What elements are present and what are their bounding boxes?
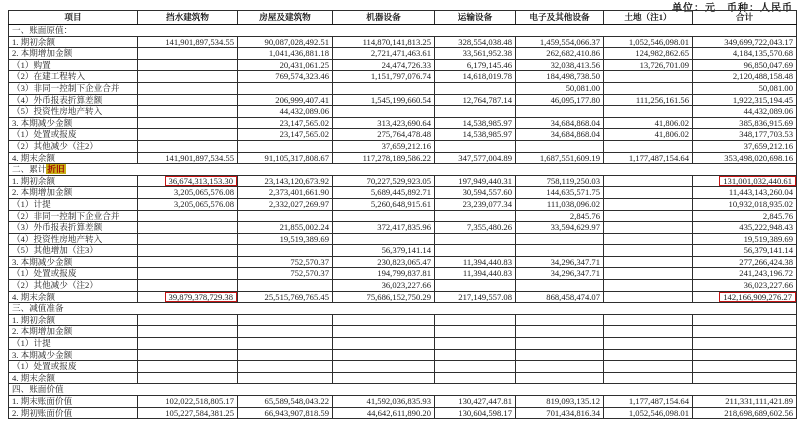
cell-value: 701,434,816.34: [516, 407, 604, 419]
cell-value: [435, 106, 516, 118]
table-row: [9, 36, 797, 48]
cell-value: [138, 140, 238, 152]
cell-value: [333, 338, 435, 350]
cell-value: [693, 175, 797, 187]
cell-value: [333, 210, 435, 222]
cell-value: 1,177,487,154.64: [604, 152, 693, 164]
cell-value: 37,659,212.16: [693, 140, 797, 152]
row-label: （3）外币报表折算差额: [9, 222, 138, 234]
cell-value: [435, 82, 516, 94]
cell-value: 37,659,212.16: [333, 140, 435, 152]
cell-value: [516, 361, 604, 373]
cell-value: 130,427,447.81: [435, 396, 516, 408]
cell-value: [435, 372, 516, 384]
row-label: （1）处置或报废: [9, 268, 138, 280]
cell-value: 218,698,689,602.56: [693, 407, 797, 419]
cell-value: 385,836,915.69: [693, 117, 797, 129]
cell-value: 758,119,250.03: [516, 175, 604, 187]
cell-value: [138, 349, 238, 361]
cell-value: 12,764,787.14: [435, 94, 516, 106]
cell-value: [138, 291, 238, 303]
cell-value: [693, 361, 797, 373]
cell-value: 75,686,152,750.29: [333, 291, 435, 303]
cell-value: 348,177,703.53: [693, 129, 797, 141]
unit-currency-line: 单位：元 币种：人民币: [672, 3, 793, 14]
cell-value: [604, 280, 693, 292]
cell-value: [138, 129, 238, 141]
cell-value: 11,394,440.83: [435, 256, 516, 268]
highlighted-term: 折旧: [47, 164, 65, 175]
cell-value: 34,684,868.04: [516, 129, 604, 141]
cell-value: 819,093,135.12: [516, 396, 604, 408]
cell-value: [516, 372, 604, 384]
cell-value: 10,932,018,935.02: [693, 198, 797, 210]
row-label: 3. 本期减少金额: [9, 117, 138, 129]
table-header: [9, 11, 797, 25]
cell-value: 23,147,565.02: [238, 129, 333, 141]
cell-value: 217,149,557.08: [435, 291, 516, 303]
cell-value: 23,239,077.34: [435, 198, 516, 210]
row-label: 3. 本期减少金额: [9, 256, 138, 268]
cell-value: [138, 48, 238, 60]
cell-value: 90,087,028,492.51: [238, 36, 333, 48]
cell-value: 13,726,701.09: [604, 59, 693, 71]
table-row: [9, 256, 797, 268]
column-header-0: 项目: [9, 11, 138, 25]
cell-value: [604, 140, 693, 152]
cell-value: [138, 280, 238, 292]
cell-value: 30,594,557.60: [435, 187, 516, 199]
red-box-annotation: 131,001,032,440.61: [719, 176, 796, 186]
cell-value: 19,519,389.69: [238, 233, 333, 245]
cell-value: [693, 372, 797, 384]
table-row: [9, 175, 797, 187]
cell-value: 24,474,726.33: [333, 59, 435, 71]
cell-value: [516, 349, 604, 361]
cell-value: 111,038,096.02: [516, 198, 604, 210]
cell-value: [435, 245, 516, 257]
cell-value: 41,806.02: [604, 129, 693, 141]
table-row: [9, 338, 797, 350]
cell-value: [138, 338, 238, 350]
row-label: （1）计提: [9, 338, 138, 350]
cell-value: [604, 187, 693, 199]
cell-value: 372,417,835.96: [333, 222, 435, 234]
row-label: （1）购置: [9, 59, 138, 71]
section-row: [9, 164, 797, 176]
cell-value: 2,721,471,463.61: [333, 48, 435, 60]
table-row: [9, 187, 797, 199]
cell-value: [138, 106, 238, 118]
cell-value: 66,943,907,818.59: [238, 407, 333, 419]
row-label: （2）其他减少（注2）: [9, 280, 138, 292]
column-header-7: 合计: [693, 11, 797, 25]
cell-value: 353,498,020,698.16: [693, 152, 797, 164]
cell-value: 50,081.00: [693, 82, 797, 94]
cell-value: 1,041,436,881.18: [238, 48, 333, 60]
row-label: 3. 本期减少金额: [9, 349, 138, 361]
table-row: [9, 140, 797, 152]
cell-value: 211,331,111,421.89: [693, 396, 797, 408]
cell-value: [516, 338, 604, 350]
cell-value: 56,379,141.14: [333, 245, 435, 257]
table-row: [9, 291, 797, 303]
cell-value: 44,642,611,890.20: [333, 407, 435, 419]
cell-value: 435,222,948.43: [693, 222, 797, 234]
cell-value: [138, 245, 238, 257]
cell-value: 96,850,047.69: [693, 59, 797, 71]
cell-value: [604, 106, 693, 118]
cell-value: 44,432,089.06: [238, 106, 333, 118]
cell-value: 11,443,143,260.04: [693, 187, 797, 199]
cell-value: 1,052,546,098.01: [604, 407, 693, 419]
cell-value: 41,806.02: [604, 117, 693, 129]
cell-value: [138, 326, 238, 338]
row-label: 4. 期末余额: [9, 372, 138, 384]
cell-value: 328,554,038.48: [435, 36, 516, 48]
cell-value: 5,260,648,915.61: [333, 198, 435, 210]
row-label: （1）计提: [9, 198, 138, 210]
row-label: 2. 本期增加金额: [9, 187, 138, 199]
cell-value: [333, 361, 435, 373]
row-label: （2）其他减少（注2）: [9, 140, 138, 152]
row-label: 1. 期初余额: [9, 175, 138, 187]
cell-value: [138, 117, 238, 129]
table-row: [9, 407, 797, 419]
table-row: [9, 349, 797, 361]
cell-value: 56,379,141.14: [693, 245, 797, 257]
cell-value: 91,105,317,808.67: [238, 152, 333, 164]
cell-value: 14,538,985.97: [435, 117, 516, 129]
table-row: [9, 210, 797, 222]
cell-value: 184,498,738.50: [516, 71, 604, 83]
row-label: （2）在建工程转入: [9, 71, 138, 83]
cell-value: [604, 82, 693, 94]
table-row: [9, 198, 797, 210]
cell-value: [693, 314, 797, 326]
cell-value: [604, 222, 693, 234]
cell-value: 769,574,323.46: [238, 71, 333, 83]
cell-value: 102,022,518,805.17: [138, 396, 238, 408]
table-row: [9, 152, 797, 164]
cell-value: [604, 233, 693, 245]
cell-value: [138, 268, 238, 280]
cell-value: 1,177,487,154.64: [604, 396, 693, 408]
cell-value: [693, 349, 797, 361]
cell-value: 275,764,478.48: [333, 129, 435, 141]
table-row: [9, 82, 797, 94]
cell-value: [604, 291, 693, 303]
cell-value: [693, 326, 797, 338]
cell-value: 19,519,389.69: [693, 233, 797, 245]
row-label: 4. 期末余额: [9, 291, 138, 303]
cell-value: [238, 314, 333, 326]
cell-value: 144,635,571.75: [516, 187, 604, 199]
cell-value: 34,296,347.71: [516, 256, 604, 268]
cell-value: [435, 361, 516, 373]
cell-value: [435, 349, 516, 361]
table-row: [9, 222, 797, 234]
cell-value: 65,589,548,043.22: [238, 396, 333, 408]
section-label: 四、账面价值: [9, 384, 797, 396]
cell-value: 117,278,189,586.22: [333, 152, 435, 164]
cell-value: 230,823,065.47: [333, 256, 435, 268]
cell-value: 2,332,027,269.97: [238, 198, 333, 210]
section-row: [9, 25, 797, 37]
cell-value: [516, 280, 604, 292]
cell-value: 241,243,196.72: [693, 268, 797, 280]
cell-value: 1,052,546,098.01: [604, 36, 693, 48]
row-label: （4）投资性房地产转入: [9, 233, 138, 245]
cell-value: [238, 140, 333, 152]
cell-value: [238, 349, 333, 361]
cell-value: [238, 372, 333, 384]
table-row: [9, 71, 797, 83]
cell-value: [238, 361, 333, 373]
cell-value: 3,205,065,576.08: [138, 198, 238, 210]
cell-value: 124,982,862.65: [604, 48, 693, 60]
cell-value: 23,147,565.02: [238, 117, 333, 129]
row-label: 2. 期初账面价值: [9, 407, 138, 419]
cell-value: 2,120,488,158.48: [693, 71, 797, 83]
cell-value: 194,799,837.81: [333, 268, 435, 280]
cell-value: [604, 268, 693, 280]
cell-value: [138, 94, 238, 106]
cell-value: 34,296,347.71: [516, 268, 604, 280]
column-header-1: 挡水建筑物: [138, 11, 238, 25]
cell-value: [693, 338, 797, 350]
cell-value: [435, 326, 516, 338]
row-label: （1）处置或报废: [9, 361, 138, 373]
cell-value: [604, 349, 693, 361]
cell-value: 2,373,401,661.90: [238, 187, 333, 199]
cell-value: [138, 82, 238, 94]
cell-value: [516, 106, 604, 118]
cell-value: [604, 256, 693, 268]
section-label: 一、账面原值：: [9, 25, 797, 37]
cell-value: 25,515,769,765.45: [238, 291, 333, 303]
cell-value: [333, 326, 435, 338]
cell-value: 46,095,177.80: [516, 94, 604, 106]
cell-value: [238, 210, 333, 222]
red-box-annotation: 39,879,378,729.38: [165, 292, 237, 302]
cell-value: [333, 82, 435, 94]
cell-value: 752,570.37: [238, 268, 333, 280]
cell-value: [604, 338, 693, 350]
cell-value: 21,855,002.24: [238, 222, 333, 234]
cell-value: [333, 106, 435, 118]
cell-value: 33,561,952.38: [435, 48, 516, 60]
cell-value: [333, 233, 435, 245]
cell-value: [435, 280, 516, 292]
cell-value: 11,394,440.83: [435, 268, 516, 280]
cell-value: [138, 233, 238, 245]
column-header-6: 土地（注1）: [604, 11, 693, 25]
cell-value: [516, 314, 604, 326]
cell-value: [138, 210, 238, 222]
cell-value: 197,949,440.31: [435, 175, 516, 187]
header-row: [9, 11, 797, 25]
cell-value: [238, 82, 333, 94]
cell-value: [604, 175, 693, 187]
table-body: [9, 25, 797, 419]
fixed-assets-table: [8, 10, 797, 419]
section-label: 三、减值准备: [9, 303, 797, 315]
section-row: [9, 303, 797, 315]
row-label: （3）非同一控制下企业合并: [9, 82, 138, 94]
table-row: [9, 94, 797, 106]
cell-value: 36,023,227.66: [693, 280, 797, 292]
cell-value: [435, 314, 516, 326]
column-header-5: 电子及其他设备: [516, 11, 604, 25]
row-label: （4）外币报表折算差额: [9, 94, 138, 106]
cell-value: 277,266,424.38: [693, 256, 797, 268]
cell-value: 111,256,161.56: [604, 94, 693, 106]
cell-value: [238, 326, 333, 338]
cell-value: [333, 314, 435, 326]
cell-value: [435, 140, 516, 152]
row-label: （5）投资性房地产转入: [9, 106, 138, 118]
table-row: [9, 117, 797, 129]
row-label: （1）处置或报废: [9, 129, 138, 141]
cell-value: 130,604,598.17: [435, 407, 516, 419]
cell-value: 141,901,897,534.55: [138, 152, 238, 164]
column-header-3: 机器设备: [333, 11, 435, 25]
cell-value: 1,459,554,066.37: [516, 36, 604, 48]
cell-value: 262,682,410.86: [516, 48, 604, 60]
table-row: [9, 106, 797, 118]
section-label: 二、累计折旧: [9, 164, 797, 176]
row-label: 1. 期初余额: [9, 36, 138, 48]
cell-value: 5,689,445,892.71: [333, 187, 435, 199]
table-row: [9, 396, 797, 408]
cell-value: 3,205,065,576.08: [138, 187, 238, 199]
cell-value: [138, 222, 238, 234]
row-label: 2. 本期增加金额: [9, 48, 138, 60]
cell-value: 141,901,897,534.55: [138, 36, 238, 48]
row-label: 1. 期初余额: [9, 314, 138, 326]
cell-value: [435, 210, 516, 222]
cell-value: 33,594,629.97: [516, 222, 604, 234]
cell-value: [138, 256, 238, 268]
cell-value: 206,999,407.41: [238, 94, 333, 106]
table-row: [9, 372, 797, 384]
cell-value: [435, 233, 516, 245]
cell-value: 36,023,227.66: [333, 280, 435, 292]
table-row: [9, 233, 797, 245]
table-row: [9, 361, 797, 373]
cell-value: [604, 361, 693, 373]
cell-value: 7,355,480.26: [435, 222, 516, 234]
cell-value: [238, 280, 333, 292]
section-row: [9, 384, 797, 396]
cell-value: 1,687,551,609.19: [516, 152, 604, 164]
row-label: 2. 本期增加金额: [9, 326, 138, 338]
cell-value: [604, 372, 693, 384]
cell-value: 1,151,797,076.74: [333, 71, 435, 83]
cell-value: 2,845.76: [693, 210, 797, 222]
cell-value: [333, 372, 435, 384]
table-row: [9, 48, 797, 60]
cell-value: [604, 71, 693, 83]
cell-value: [604, 326, 693, 338]
cell-value: 41,592,036,835.93: [333, 396, 435, 408]
table-row: [9, 245, 797, 257]
cell-value: 313,423,690.64: [333, 117, 435, 129]
cell-value: 50,081.00: [516, 82, 604, 94]
cell-value: 349,699,722,043.17: [693, 36, 797, 48]
cell-value: 14,538,985.97: [435, 129, 516, 141]
table-row: [9, 59, 797, 71]
table-row: [9, 129, 797, 141]
cell-value: 32,038,413.56: [516, 59, 604, 71]
cell-value: 20,431,061.25: [238, 59, 333, 71]
cell-value: 752,570.37: [238, 256, 333, 268]
cell-value: 1,922,315,194.45: [693, 94, 797, 106]
cell-value: [604, 314, 693, 326]
cell-value: [516, 233, 604, 245]
table-row: [9, 314, 797, 326]
cell-value: 347,577,004.89: [435, 152, 516, 164]
cell-value: 2,845.76: [516, 210, 604, 222]
cell-value: [435, 338, 516, 350]
table-row: [9, 268, 797, 280]
cell-value: [516, 140, 604, 152]
cell-value: [138, 59, 238, 71]
cell-value: [138, 372, 238, 384]
cell-value: 4,184,135,570.68: [693, 48, 797, 60]
red-box-annotation: 142,166,909,276.27: [719, 292, 796, 302]
cell-value: [604, 210, 693, 222]
cell-value: 14,618,019.78: [435, 71, 516, 83]
column-header-4: 运输设备: [435, 11, 516, 25]
cell-value: 6,179,145.46: [435, 59, 516, 71]
row-label: 1. 期末账面价值: [9, 396, 138, 408]
cell-value: [138, 361, 238, 373]
cell-value: [238, 338, 333, 350]
cell-value: 105,227,584,381.25: [138, 407, 238, 419]
cell-value: [238, 245, 333, 257]
cell-value: 34,684,868.04: [516, 117, 604, 129]
cell-value: [516, 326, 604, 338]
cell-value: 1,545,199,660.54: [333, 94, 435, 106]
cell-value: [138, 314, 238, 326]
cell-value: [516, 245, 604, 257]
table-row: [9, 326, 797, 338]
row-label: 4. 期末余额: [9, 152, 138, 164]
cell-value: [138, 175, 238, 187]
cell-value: [604, 198, 693, 210]
table-row: [9, 280, 797, 292]
red-box-annotation: 36,674,313,153.30: [165, 176, 237, 186]
cell-value: [693, 291, 797, 303]
cell-value: 44,432,089.06: [693, 106, 797, 118]
row-label: （5）其他增加（注3）: [9, 245, 138, 257]
cell-value: 114,870,141,813.25: [333, 36, 435, 48]
cell-value: 70,227,529,923.05: [333, 175, 435, 187]
cell-value: [333, 349, 435, 361]
cell-value: [604, 245, 693, 257]
cell-value: 23,143,120,673.92: [238, 175, 333, 187]
row-label: （2）非同一控制下企业合并: [9, 210, 138, 222]
cell-value: [138, 71, 238, 83]
column-header-2: 房屋及建筑物: [238, 11, 333, 25]
cell-value: 868,458,474.07: [516, 291, 604, 303]
